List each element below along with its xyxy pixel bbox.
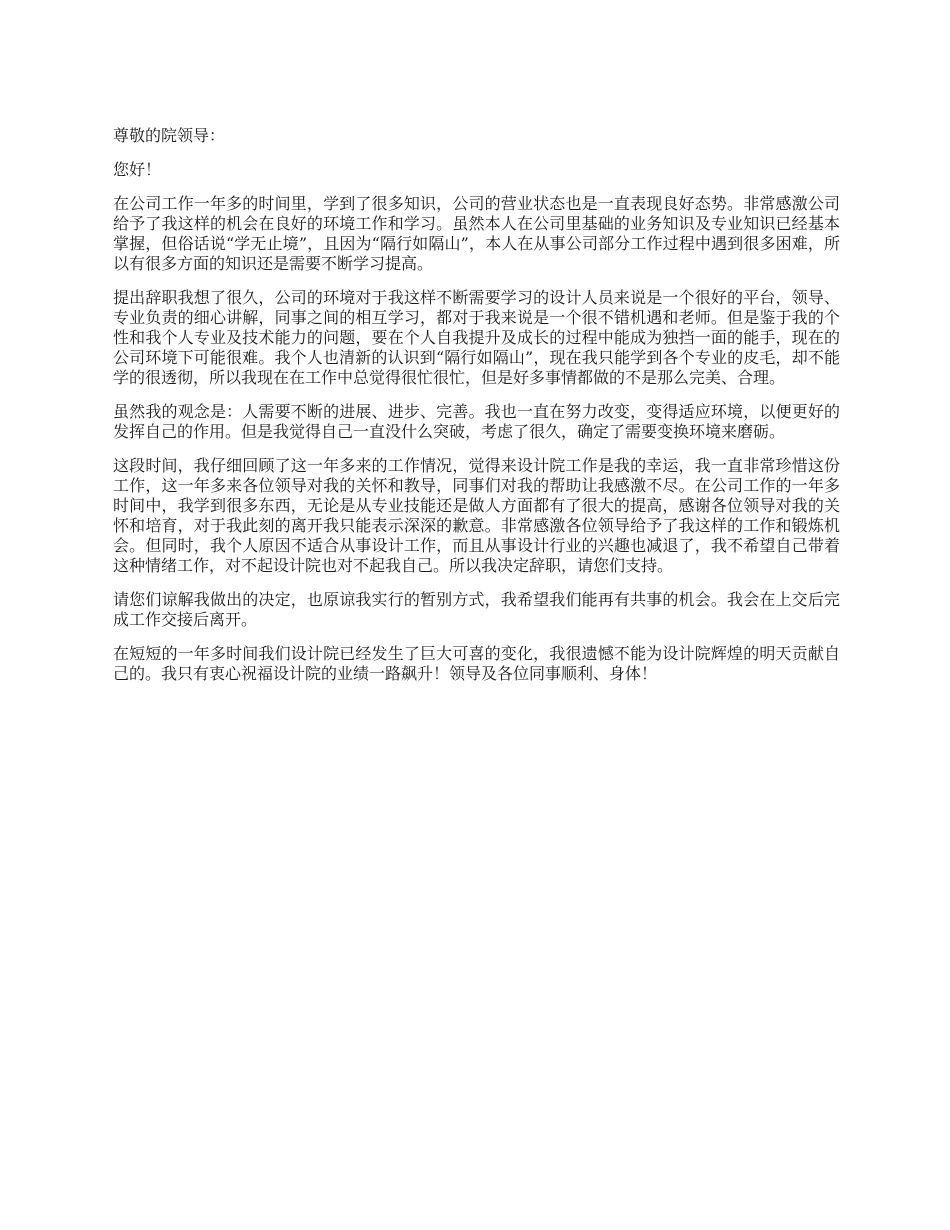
paragraph-6: 在短短的一年多时间我们设计院已经发生了巨大可喜的变化，我很遗憾不能为设计院辉煌的明天贡献自己的。我只有衷心祝福设计院的业绩一路飙升！领导及各位同事顺利、身体！ [113,644,840,683]
paragraph-5: 请您们谅解我做出的决定，也原谅我实行的暂别方式，我希望我们能再有共事的机会。我会在上交后完成工作交接后离开。 [113,590,840,629]
paragraph-1: 在公司工作一年多的时间里，学到了很多知识，公司的营业状态也是一直表现良好态势。非常感激公司给予了我这样的机会在良好的环境工作和学习。虽然本人在公司里基础的业务知识及专业知识已经基本掌握，但俗话说“学无止境”，且因为“隔行如隔山”，本人在从事公司部分工作过程中遇到很多困难，所以有很多方面的知识还是需要不断学习提高。 [113,194,840,273]
salutation: 尊敬的院领导： [113,126,226,145]
paragraph-3: 虽然我的观念是：人需要不断的进展、进步、完善。我也一直在努力改变，变得适应环境，以便更好的发挥自己的作用。但是我觉得自己一直没什么突破，考虑了很久，确定了需要变换环境来磨砺。 [113,402,840,441]
paragraph-4: 这段时间，我仔细回顾了这一年多来的工作情况，觉得来设计院工作是我的幸运，我一直非常珍惜这份工作，这一年多来各位领导对我的关怀和教导，同事们对我的帮助让我感激不尽。在公司工作的一年多时间中，我学到很多东西，无论是从专业技能还是做人方面都有了很大的提高，感谢各位领导对我的关怀和培育，对于我此刻的离开我只能表示深深的歉意。非常感激各位领导给予了我这样的工作和锻炼机会。但同时，我个人原因不适合从事设计工作，而且从事设计行业的兴趣也减退了，我不希望自己带着这种情绪工作，对不起设计院也对不起我自己。所以我决定辞职，请您们支持。 [113,456,840,575]
paragraph-2: 提出辞职我想了很久，公司的环境对于我这样不断需要学习的设计人员来说是一个很好的平台，领导、专业负责的细心讲解，同事之间的相互学习，都对于我来说是一个很不错机遇和老师。但是鉴于我的个性和我个人专业及技术能力的问题，要在个人自我提升及成长的过程中能成为独挡一面的能手，现在的公司环境下可能很难。我个人也清新的认识到“隔行如隔山”，现在我只能学到各个专业的皮毛，却不能学的很透彻，所以我现在在工作中总觉得很忙很忙，但是好多事情都做的不是那么完美、合理。 [113,288,840,387]
letter-body [113,126,840,698]
greeting: 您好！ [113,160,162,179]
